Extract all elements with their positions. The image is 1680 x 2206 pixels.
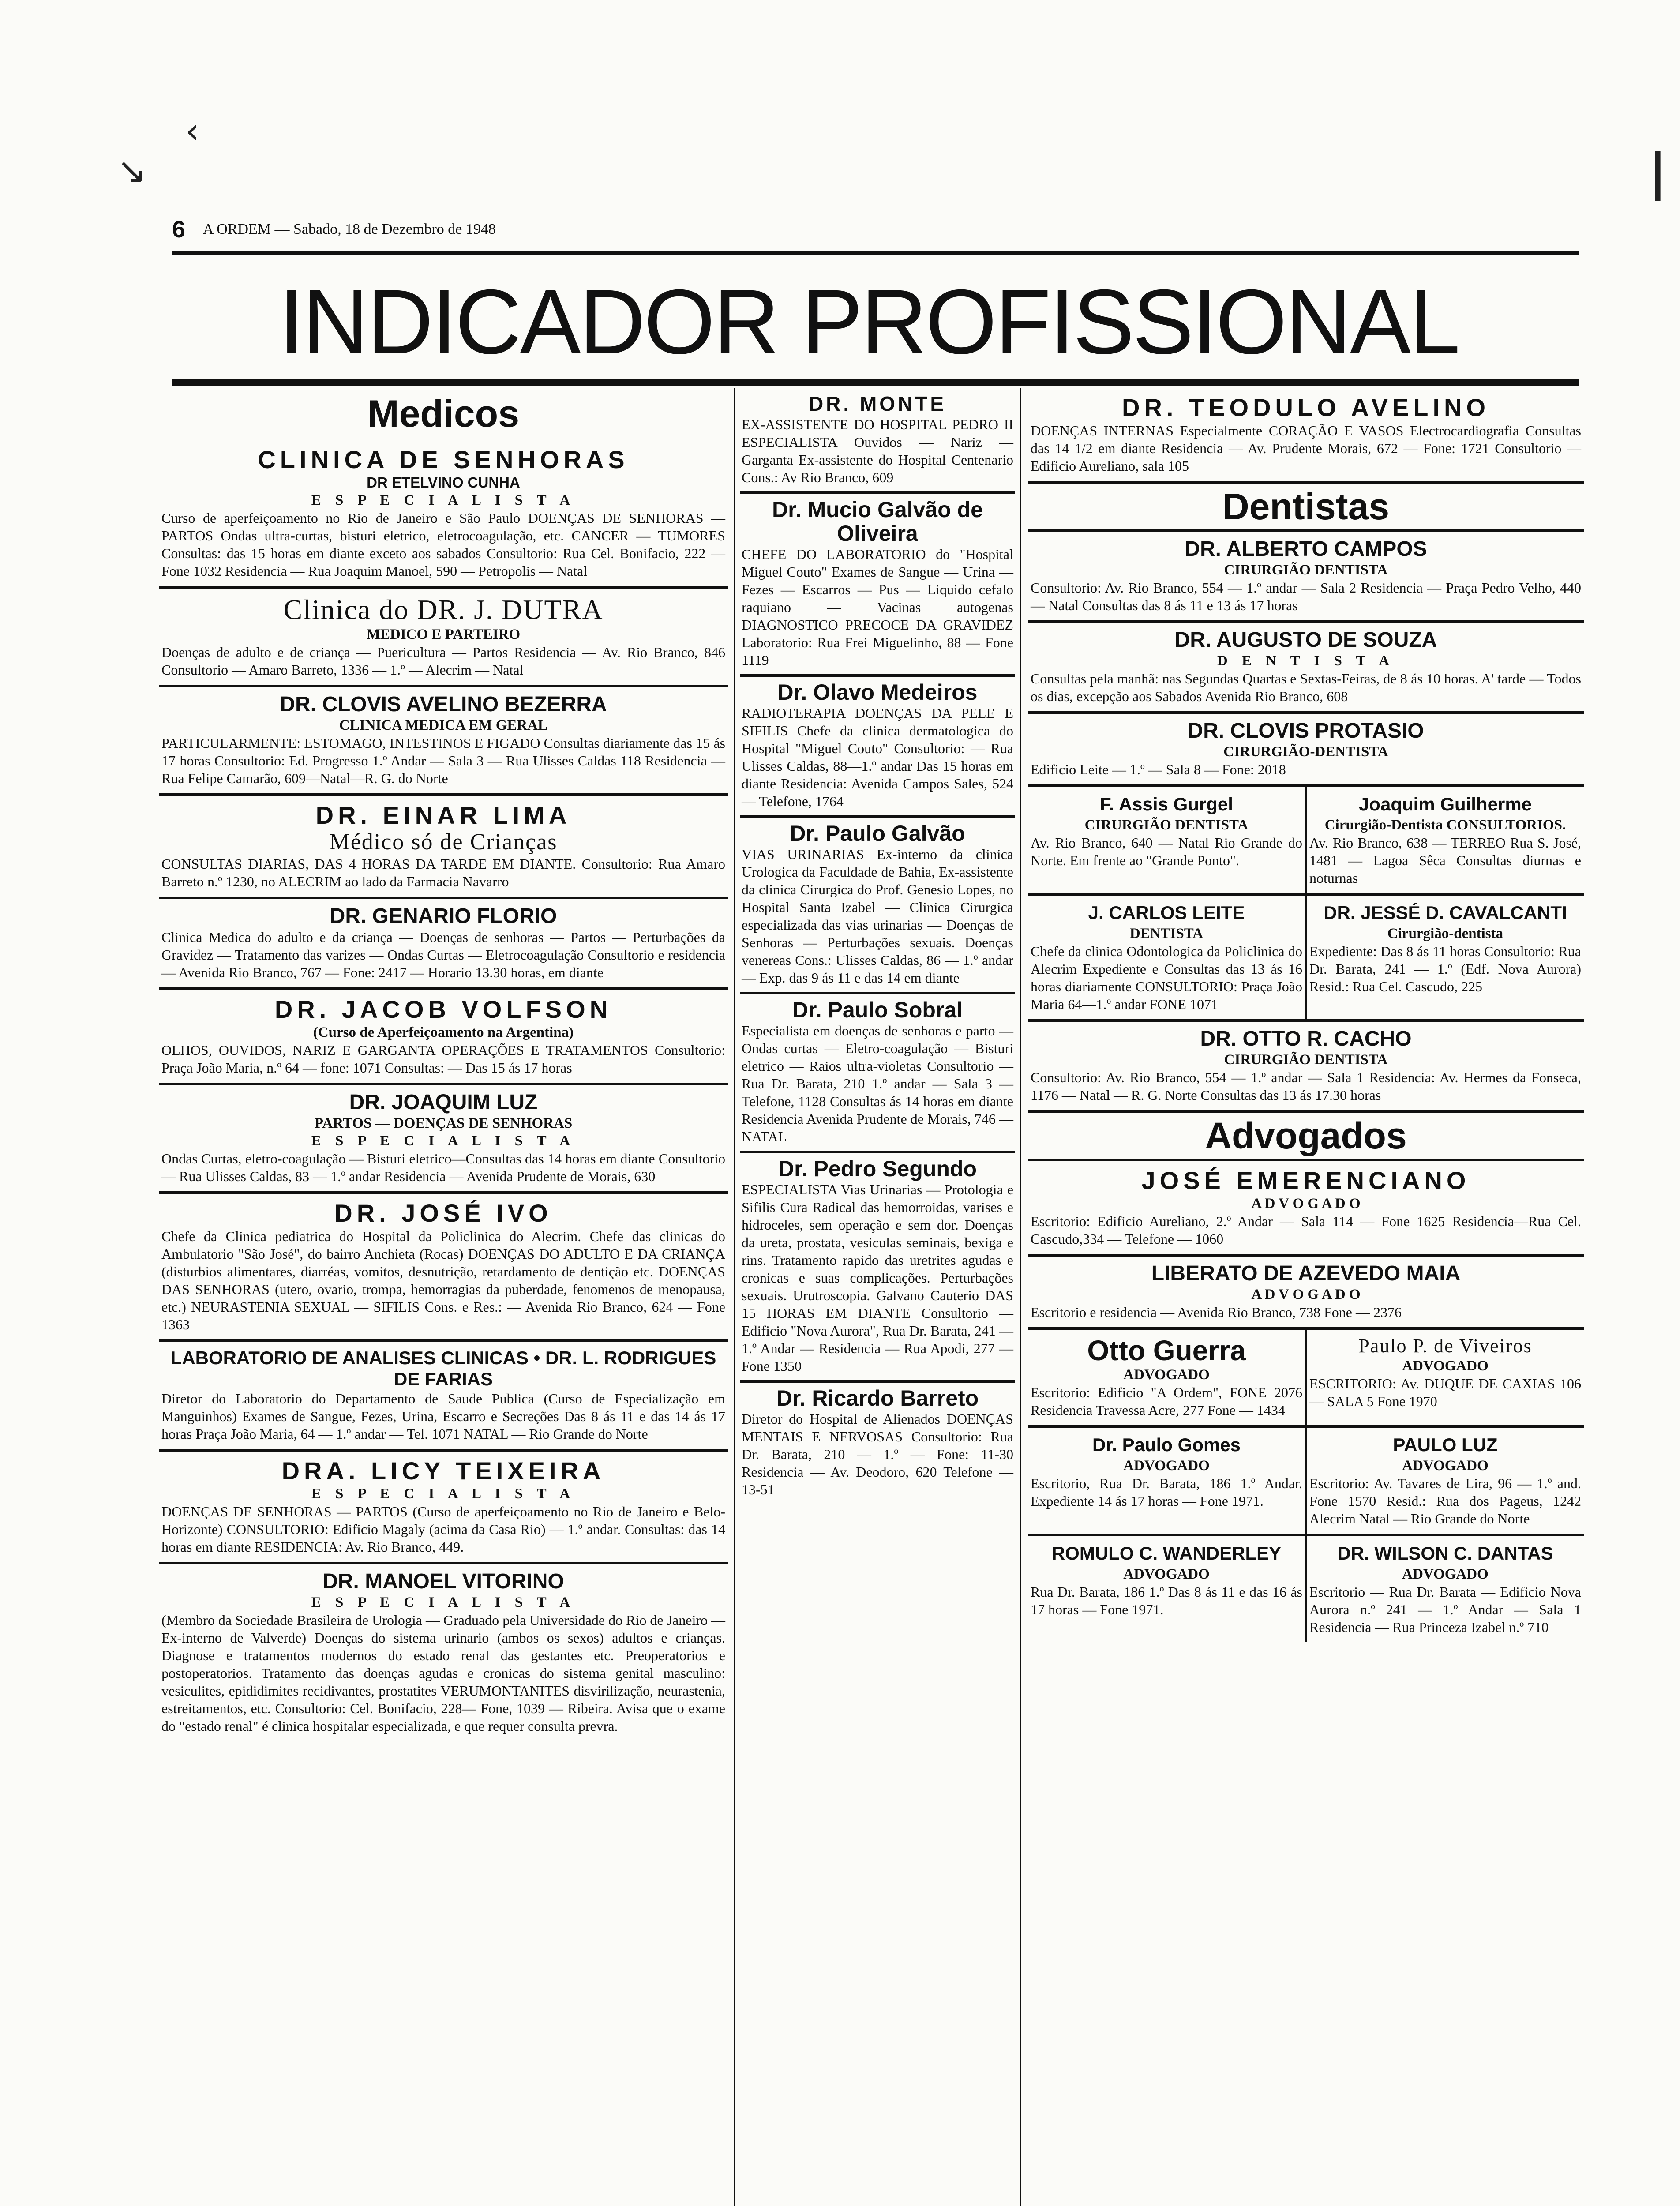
- ad-monte: [740, 388, 1015, 494]
- ad-carlos-leite: [1028, 896, 1305, 1019]
- ad-clovis-protasio: [1028, 714, 1584, 787]
- ad-name: Dr. Paulo Sobral: [792, 998, 963, 1022]
- ad-body: Consultorio: Av. Rio Branco, 554 — 1.º andar — Sala 2 Residencia — Praça Pedro Velho, 440 — Natal Consultas das 8 ás 11 e 13 ás 17 horas: [1031, 580, 1581, 613]
- ad-assis-gurgel: [1028, 787, 1305, 893]
- margin-mark-top-left: ‹: [185, 110, 199, 151]
- ad-body: Edificio Leite — 1.º — Sala 8 — Fone: 2018: [1031, 762, 1286, 777]
- ad-sub: DENTISTA: [1129, 926, 1204, 942]
- ad-sub: Médico só de Crianças: [329, 829, 558, 855]
- ad-sub: ADVOGADO: [1123, 1458, 1210, 1474]
- ad-sub: A D V O G A D O: [1251, 1196, 1361, 1212]
- title-rule: [172, 379, 1579, 386]
- ad-body: Consultorio: Av. Rio Branco, 554 — 1.º andar — Sala 1 Residencia: Av. Hermes da Fonseca, 1176 — Natal — R. G. Norte Consultas das 13 ás 17.30 horas: [1031, 1069, 1581, 1103]
- ad-name: Dr. Olavo Medeiros: [777, 680, 978, 705]
- medicos-heading: [159, 388, 728, 440]
- ad-name: DR. MONTE: [808, 392, 947, 415]
- margin-mark-arrow: ↘: [117, 150, 147, 191]
- ad-paulo-viveiros: [1305, 1330, 1584, 1425]
- ad-joaquim-luz: [159, 1085, 728, 1194]
- ad-rodrigues-farias: [159, 1342, 728, 1452]
- ad-teodulo-avelino: [1028, 388, 1584, 484]
- ad-name: Joaquim Guilherme: [1358, 794, 1532, 814]
- ad-body: Escritorio: Edificio Aureliano, 2.º Andar — Sala 114 — Fone 1625 Residencia—Rua Cel. Cascudo,334 — Telefone — 1060: [1031, 1213, 1581, 1247]
- ad-body: Ondas Curtas, eletro-coagulação — Bisturi eletrico—Consultas das 14 horas em diante Consultorio — Rua Ulisses Caldas, 83 — 1.º andar Residencia — Avenida Prudente de Morais, 630: [161, 1151, 725, 1184]
- ad-body: EX-ASSISTENTE DO HOSPITAL PEDRO II ESPECIALISTA Ouvidos — Nariz — Garganta Ex-assistente do Hospital Centenario Cons.: Av Rio Branco, 609: [742, 416, 1013, 485]
- ad-jose-ivo: [159, 1194, 728, 1342]
- ad-name: Clinica do DR. J. DUTRA: [283, 594, 604, 625]
- ad-body: Diretor do Laboratorio do Departamento de Saude Publica (Curso de Especialização em Manguinhos) Exames de Sangue, Fezes, Urina, Escarro e Secreções Das 8 ás 11 e das 14 ás 17 horas Praça João Maria, 64 — 1.º andar — Tel. 1071 NATAL — Rio Grande do Norte: [161, 1391, 725, 1442]
- ad-sub: Cirurgião-Dentista CONSULTORIOS.: [1324, 817, 1566, 833]
- ad-sub: DR ETELVINO CUNHA: [367, 474, 520, 491]
- ad-romulo-wanderley: [1028, 1536, 1305, 1642]
- lawyer-pair-2: [1028, 1428, 1584, 1536]
- ad-otto-guerra: [1028, 1330, 1305, 1425]
- ad-sub: ADVOGADO: [1402, 1566, 1489, 1582]
- ad-otto-cacho: [1028, 1022, 1584, 1113]
- ad-jacob-volfson: [159, 990, 728, 1085]
- column-center: [734, 388, 1021, 2206]
- ad-sub: Cirurgião-dentista: [1387, 926, 1504, 942]
- ad-sub: MEDICO E PARTEIRO: [366, 627, 521, 642]
- ad-spec: E S P E C I A L I S T A: [311, 1486, 576, 1502]
- ad-body: Av. Rio Branco, 640 — Natal Rio Grande do Norte. Em frente ao "Grande Ponto".: [1031, 835, 1302, 868]
- ad-liberato-maia: [1028, 1257, 1584, 1330]
- ad-name: Dr. Mucio Galvão de Oliveira: [772, 497, 983, 546]
- ad-name: DR. JESSÉ D. CAVALCANTI: [1324, 902, 1567, 923]
- ad-name: DR. JACOB VOLFSON: [274, 995, 612, 1023]
- ad-sub: CIRURGIÃO DENTISTA: [1224, 1052, 1388, 1068]
- ad-body: OLHOS, OUVIDOS, NARIZ E GARGANTA OPERAÇÕES E TRATAMENTOS Consultorio: Praça João Maria, n.º 64 — fone: 1071 Consultas: — Das 15 ás 17 horas: [161, 1042, 725, 1076]
- ad-sub: ADVOGADO: [1123, 1367, 1210, 1383]
- ad-licy-teixeira: [159, 1452, 728, 1564]
- ad-spec: E S P E C I A L I S T A: [311, 1133, 576, 1149]
- ad-augusto-souza: [1028, 623, 1584, 714]
- ad-sub: ADVOGADO: [1123, 1566, 1210, 1582]
- ad-name: CLINICA DE SENHORAS: [258, 446, 629, 473]
- ad-name: Dr. Pedro Segundo: [778, 1156, 977, 1181]
- section-dentistas: Dentistas: [1028, 484, 1584, 532]
- ad-mucio-galvao: [740, 494, 1015, 677]
- ad-sub: CIRURGIÃO-DENTISTA: [1223, 744, 1388, 760]
- section-advogados: Advogados: [1028, 1113, 1584, 1161]
- ad-name: LIBERATO DE AZEVEDO MAIA: [1151, 1262, 1461, 1285]
- lawyer-pair-1: [1028, 1330, 1584, 1428]
- ad-name: DR. JOSÉ IVO: [334, 1199, 552, 1227]
- ad-joaquim-guilherme: [1305, 787, 1584, 893]
- dentist-pair-1: [1028, 787, 1584, 896]
- ad-name: JOSÉ EMERENCIANO: [1141, 1167, 1470, 1194]
- ad-jesse-cavalcanti: [1305, 896, 1584, 1019]
- masthead: A ORDEM — Sabado, 18 de Dezembro de 1948: [203, 221, 496, 237]
- ad-sub: CIRURGIÃO DENTISTA: [1084, 817, 1249, 833]
- ad-name: ROMULO C. WANDERLEY: [1051, 1543, 1282, 1564]
- ad-genario-florio: [159, 899, 728, 990]
- ad-body: Consultas pela manhã: nas Segundas Quartas e Sextas-Feiras, de 8 ás 10 horas. A' tarde — Todos os dias, excepção aos Sabados Avenida Rio Branco, 608: [1031, 671, 1581, 704]
- ad-body: VIAS URINARIAS Ex-interno da clinica Urologica da Faculdade de Bahia, Ex-assistente da clinica Cirurgica do Prof. Genesio Lopes, no Hospital Santa Izabel — Clinica Cirurgica especializada das vias urinarias — Doenças de Senhoras — Perturbações sexuais. Doenças venereas Cons.: Ulisses Caldas, 86 — 1.º andar — Exp. das 9 ás 11 e das 14 em diante: [742, 846, 1013, 986]
- ad-name: DR. CLOVIS AVELINO BEZERRA: [280, 693, 607, 716]
- ad-body: DOENÇAS INTERNAS Especialmente CORAÇÃO E VASOS Electrocardiografia Consultas das 14 1/2 em diante Residencia — Av. Prudente Morais, 672 — Fone: 1721 Consultorio — Edificio Aureliano, sala 105: [1031, 423, 1581, 474]
- ad-jose-emerenciano: [1028, 1161, 1584, 1257]
- ad-paulo-luz: [1305, 1428, 1584, 1534]
- ad-body: Diretor do Hospital de Alienados DOENÇAS MENTAIS E NERVOSAS Consultorio: Rua Dr. Barata, 210 — 1.º — Fone: 11-30 Residencia — Av. Deodoro, 620 Telefone — 13-51: [742, 1411, 1013, 1497]
- ad-body: (Membro da Sociedade Brasileira de Urologia — Graduado pela Universidade do Rio de Janeiro — Ex-interno de Valverde) Doenças do sistema urinario (ambos os sexos) adultos e crianças. Diagnose e tratamentos modernos do estado renal das gestantes etc. Preoperatorios e postoperatorios. Tratamento das doenças agudas e cronicas do sistema genital masculino: vesiculites, epididimites recidivantes, prostatites VERUMONTANITES disvirilização, neurastenia, estreitamentos, etc. Consultorio: Cel. Bonifacio, 228— Fone, 1039 — Ribeira. Avisa que o exame do "estado renal" é clinica hospitalar especializada, e que requer consulta prevra.: [161, 1612, 725, 1734]
- ad-paulo-gomes: [1028, 1428, 1305, 1534]
- ad-body: Escritorio — Rua Dr. Barata — Edificio Nova Aurora n.º 241 — 1.º Andar — Sala 1 Residencia — Rua Princeza Izabel n.º 710: [1309, 1584, 1581, 1635]
- ad-body: Chefe da Clinica pediatrica do Hospital da Policlinica do Alecrim. Chefe das clinicas do Ambulatorio "São José", do bairro Anchieta (Rocas) DOENÇAS DO ADULTO E DA CRIANÇA (disturbios alimentares, diarréas, vomitos, desnutrição, retardamento de dentição etc. DOENÇAS DAS SENHORAS (utero, ovario, trompa, hemorragias da puberdade, fenomenos de menopausa, etc.) NEURASTENIA SEXUAL — SIFILIS Cons. e Res.: — Avenida Rio Branco, 624 — Fone 1363: [161, 1228, 725, 1332]
- ad-name: DR. ALBERTO CAMPOS: [1185, 537, 1427, 561]
- ad-spec: E S P E C I A L I S T A: [311, 492, 576, 508]
- ad-body: Curso de aperfeiçoamento no Rio de Janeiro e São Paulo DOENÇAS DE SENHORAS — PARTOS Ondas ultra-curtas, bisturi eletrico, eletrocoagulação, etc. CANCER — TUMORES Consultas: das 15 horas em diante exceto aos sabados Consultorio: Rua Cel. Bonifacio, 222 — Fone 1032 Residencia — Rua Joaquim Manoel, 590 — Petropolis — Natal: [161, 510, 725, 579]
- ad-wilson-dantas: [1305, 1536, 1584, 1642]
- ad-body: Escritorio: Edificio "A Ordem", FONE 2076 Residencia Travessa Acre, 277 Fone — 1434: [1031, 1384, 1302, 1418]
- ad-clinica-senhoras: [159, 440, 728, 589]
- ad-name: DR. EINAR LIMA: [315, 801, 571, 829]
- ad-clovis-bezerra: [159, 687, 728, 796]
- ad-name: DR. MANOEL VITORINO: [322, 1570, 564, 1593]
- ad-pedro-segundo: [740, 1153, 1015, 1383]
- header-rule: [172, 251, 1579, 255]
- ad-clinica-dutra: [159, 589, 728, 687]
- ad-sub: D E N T I S T A: [1217, 653, 1395, 669]
- ad-name: J. CARLOS LEITE: [1088, 902, 1245, 923]
- ad-body: ESCRITORIO: Av. DUQUE DE CAXIAS 106 — SALA 5 Fone 1970: [1309, 1376, 1581, 1409]
- ad-name: PAULO LUZ: [1393, 1434, 1498, 1455]
- ad-ricardo-barreto: [740, 1383, 1015, 1504]
- ad-olavo-medeiros: [740, 677, 1015, 818]
- ad-sub: CLINICA MEDICA EM GERAL: [339, 717, 548, 733]
- ad-name: Paulo P. de Viveiros: [1358, 1335, 1532, 1357]
- ad-name: DRA. LICY TEIXEIRA: [281, 1457, 605, 1485]
- ad-sub: A D V O G A D O: [1251, 1287, 1361, 1302]
- column-right: [1028, 388, 1584, 2206]
- ad-alberto-campos: [1028, 532, 1584, 623]
- ad-body: CHEFE DO LABORATORIO do "Hospital Miguel Couto" Exames de Sangue — Urina — Fezes — Escarros — Pus — Liquido cefalo raquiano — Vacinas autogenas DIAGNOSTICO PRECOCE DA GRAVIDEZ Laboratorio: Rua Frei Miguelinho, 88 — Fone 1119: [742, 546, 1013, 668]
- ad-sub: ADVOGADO: [1402, 1458, 1489, 1474]
- ad-name: LABORATORIO DE ANALISES CLINICAS • DR. L. RODRIGUES DE FARIAS: [170, 1347, 716, 1389]
- ad-body: RADIOTERAPIA DOENÇAS DA PELE E SIFILIS Chefe da clinica dermatologica do Hospital "Miguel Couto" Consultorio: — Rua Ulisses Caldas, 88—1.º andar Das 15 horas em diante Residencia: Avenida Campos Sales, 524 — Telefone, 1764: [742, 705, 1013, 809]
- ad-sub: PARTOS — DOENÇAS DE SENHORAS: [314, 1115, 573, 1131]
- lawyer-pair-3: [1028, 1536, 1584, 1642]
- margin-mark-right: ǀ: [1650, 141, 1666, 203]
- ad-name: Dr. Ricardo Barreto: [776, 1386, 979, 1411]
- ad-body: Expediente: Das 8 ás 11 horas Consultorio: Rua Dr. Barata, 241 — 1.º (Edf. Nova Aurora) Resid.: Rua Cel. Cascudo, 225: [1309, 943, 1581, 994]
- ad-name: DR. AUGUSTO DE SOUZA: [1174, 628, 1437, 652]
- ad-name: Dr. Paulo Gomes: [1092, 1434, 1241, 1455]
- ad-body: Escritorio: Av. Tavares de Lira, 96 — 1.º and. Fone 1570 Resid.: Rua dos Pageus, 1242 Alecrim Natal — Rio Grande do Norte: [1309, 1475, 1581, 1527]
- ad-body: DOENÇAS DE SENHORAS — PARTOS (Curso de aperfeiçoamento no Rio de Janeiro e Belo-Horizonte) CONSULTORIO: Edificio Magaly (acima da Casa Rio) — 1.º andar. Consultas: das 14 horas em diante RESIDENCIA: Av. Rio Branco, 449.: [161, 1504, 725, 1555]
- ad-name: Dr. Paulo Galvão: [790, 821, 965, 846]
- ad-sub: (Curso de Aperfeiçoamento na Argentina): [313, 1024, 574, 1040]
- ad-body: PARTICULARMENTE: ESTOMAGO, INTESTINOS E FIGADO Consultas diariamente das 15 ás 17 horas Consultorio: Ed. Progresso 1.º Andar — Sala 3 — Rua Ulisses Caldas 118 Residencia — Rua Felipe Camarão, 609—Natal—R. G. do Norte: [161, 735, 725, 786]
- heading-text: Medicos: [367, 393, 520, 435]
- ad-sub: ADVOGADO: [1402, 1358, 1489, 1374]
- ad-body: Rua Dr. Barata, 186 1.º Das 8 ás 11 e das 16 ás 17 horas — Fone 1971.: [1031, 1584, 1302, 1617]
- ad-name: DR. WILSON C. DANTAS: [1337, 1543, 1553, 1564]
- ad-body: Escritorio e residencia — Avenida Rio Branco, 738 Fone — 2376: [1031, 1304, 1402, 1320]
- ad-body: Especialista em doenças de senhoras e parto — Ondas curtas — Eletro-coagulação — Bisturi eletrico — Raios ultra-violetas Consultorio — Rua Dr. Barata, 210 1.º andar — Sala 3 — Telefone, 1128 Consultas ás 14 horas em diante Residencia Avenida Prudente de Morais, 746 — NATAL: [742, 1023, 1013, 1144]
- ad-spec: E S P E C I A L I S T A: [311, 1594, 576, 1610]
- ad-paulo-galvao: [740, 818, 1015, 994]
- ad-body: Chefe da clinica Odontologica da Policlinica do Alecrim Expediente e Consultas das 13 ás 16 horas diariamente CONSULTORIO: Praça João Maria 64—1.º andar FONE 1071: [1031, 943, 1302, 1012]
- ad-body: Doenças de adulto e de criança — Puericultura — Partos Residencia — Av. Rio Branco, 846 Consultorio — Amaro Barreto, 1336 — 1.º — Alecrim — Natal: [161, 644, 725, 678]
- ad-name: DR. OTTO R. CACHO: [1200, 1027, 1412, 1050]
- ad-name: DR. JOAQUIM LUZ: [349, 1091, 538, 1114]
- ad-name: DR. CLOVIS PROTASIO: [1188, 719, 1424, 743]
- dentist-pair-2: [1028, 896, 1584, 1022]
- ad-manoel-vitorino: [159, 1564, 728, 1741]
- page-number: 6: [172, 216, 186, 243]
- ad-body: CONSULTAS DIARIAS, DAS 4 HORAS DA TARDE EM DIANTE. Consultorio: Rua Amaro Barreto n.º 1230, no ALECRIM ao lado da Farmacia Navarro: [161, 856, 725, 889]
- ad-body: Escritorio, Rua Dr. Barata, 186 1.º Andar. Expediente 14 ás 17 horas — Fone 1971.: [1031, 1475, 1302, 1509]
- ad-body: ESPECIALISTA Vias Urinarias — Protologia e Sifilis Cura Radical das hemorroidas, varises e hidroceles, sem operação e sem dor. Doenças da ureta, prostata, vesiculas seminais, bexiga e rins. Tratamento rapido das uretrites agudas e cronicas e suas complicações. Perturbações sexuais. Urutroscopia. Galvano Cauterio DAS 15 HORAS EM DIANTE Consultorio — Edificio "Nova Aurora", Rua Dr. Barata, 241 — 1.º Andar — Residencia — Rua Apodi, 277 — Fone 1350: [742, 1182, 1013, 1374]
- ad-body: Clinica Medica do adulto e da criança — Doenças de senhoras — Partos — Perturbações da Gravidez — Tratamento das varizes — Ondas Curtas — Eletrocoagulação Consultorio e residencia — Avenida Rio Branco, 767 — Fone: 2417 — Horario 13.30 horas, em diante: [161, 929, 725, 980]
- ad-name: DR. TEODULO AVELINO: [1122, 394, 1490, 421]
- ad-einar-lima: [159, 796, 728, 899]
- ad-name: F. Assis Gurgel: [1100, 794, 1233, 814]
- ad-sub: CIRURGIÃO DENTISTA: [1224, 562, 1388, 578]
- ad-name: Otto Guerra: [1087, 1335, 1246, 1366]
- ad-name: DR. GENARIO FLORIO: [330, 904, 557, 928]
- ad-body: Av. Rio Branco, 638 — TERREO Rua S. José, 1481 — Lagoa Sêca Consultas diurnas e noturnas: [1309, 835, 1581, 886]
- page-title: INDICADOR PROFISSIONAL: [278, 271, 1459, 373]
- ad-paulo-sobral: [740, 994, 1015, 1153]
- page-header: [172, 214, 1579, 245]
- column-medicos: [159, 388, 728, 2206]
